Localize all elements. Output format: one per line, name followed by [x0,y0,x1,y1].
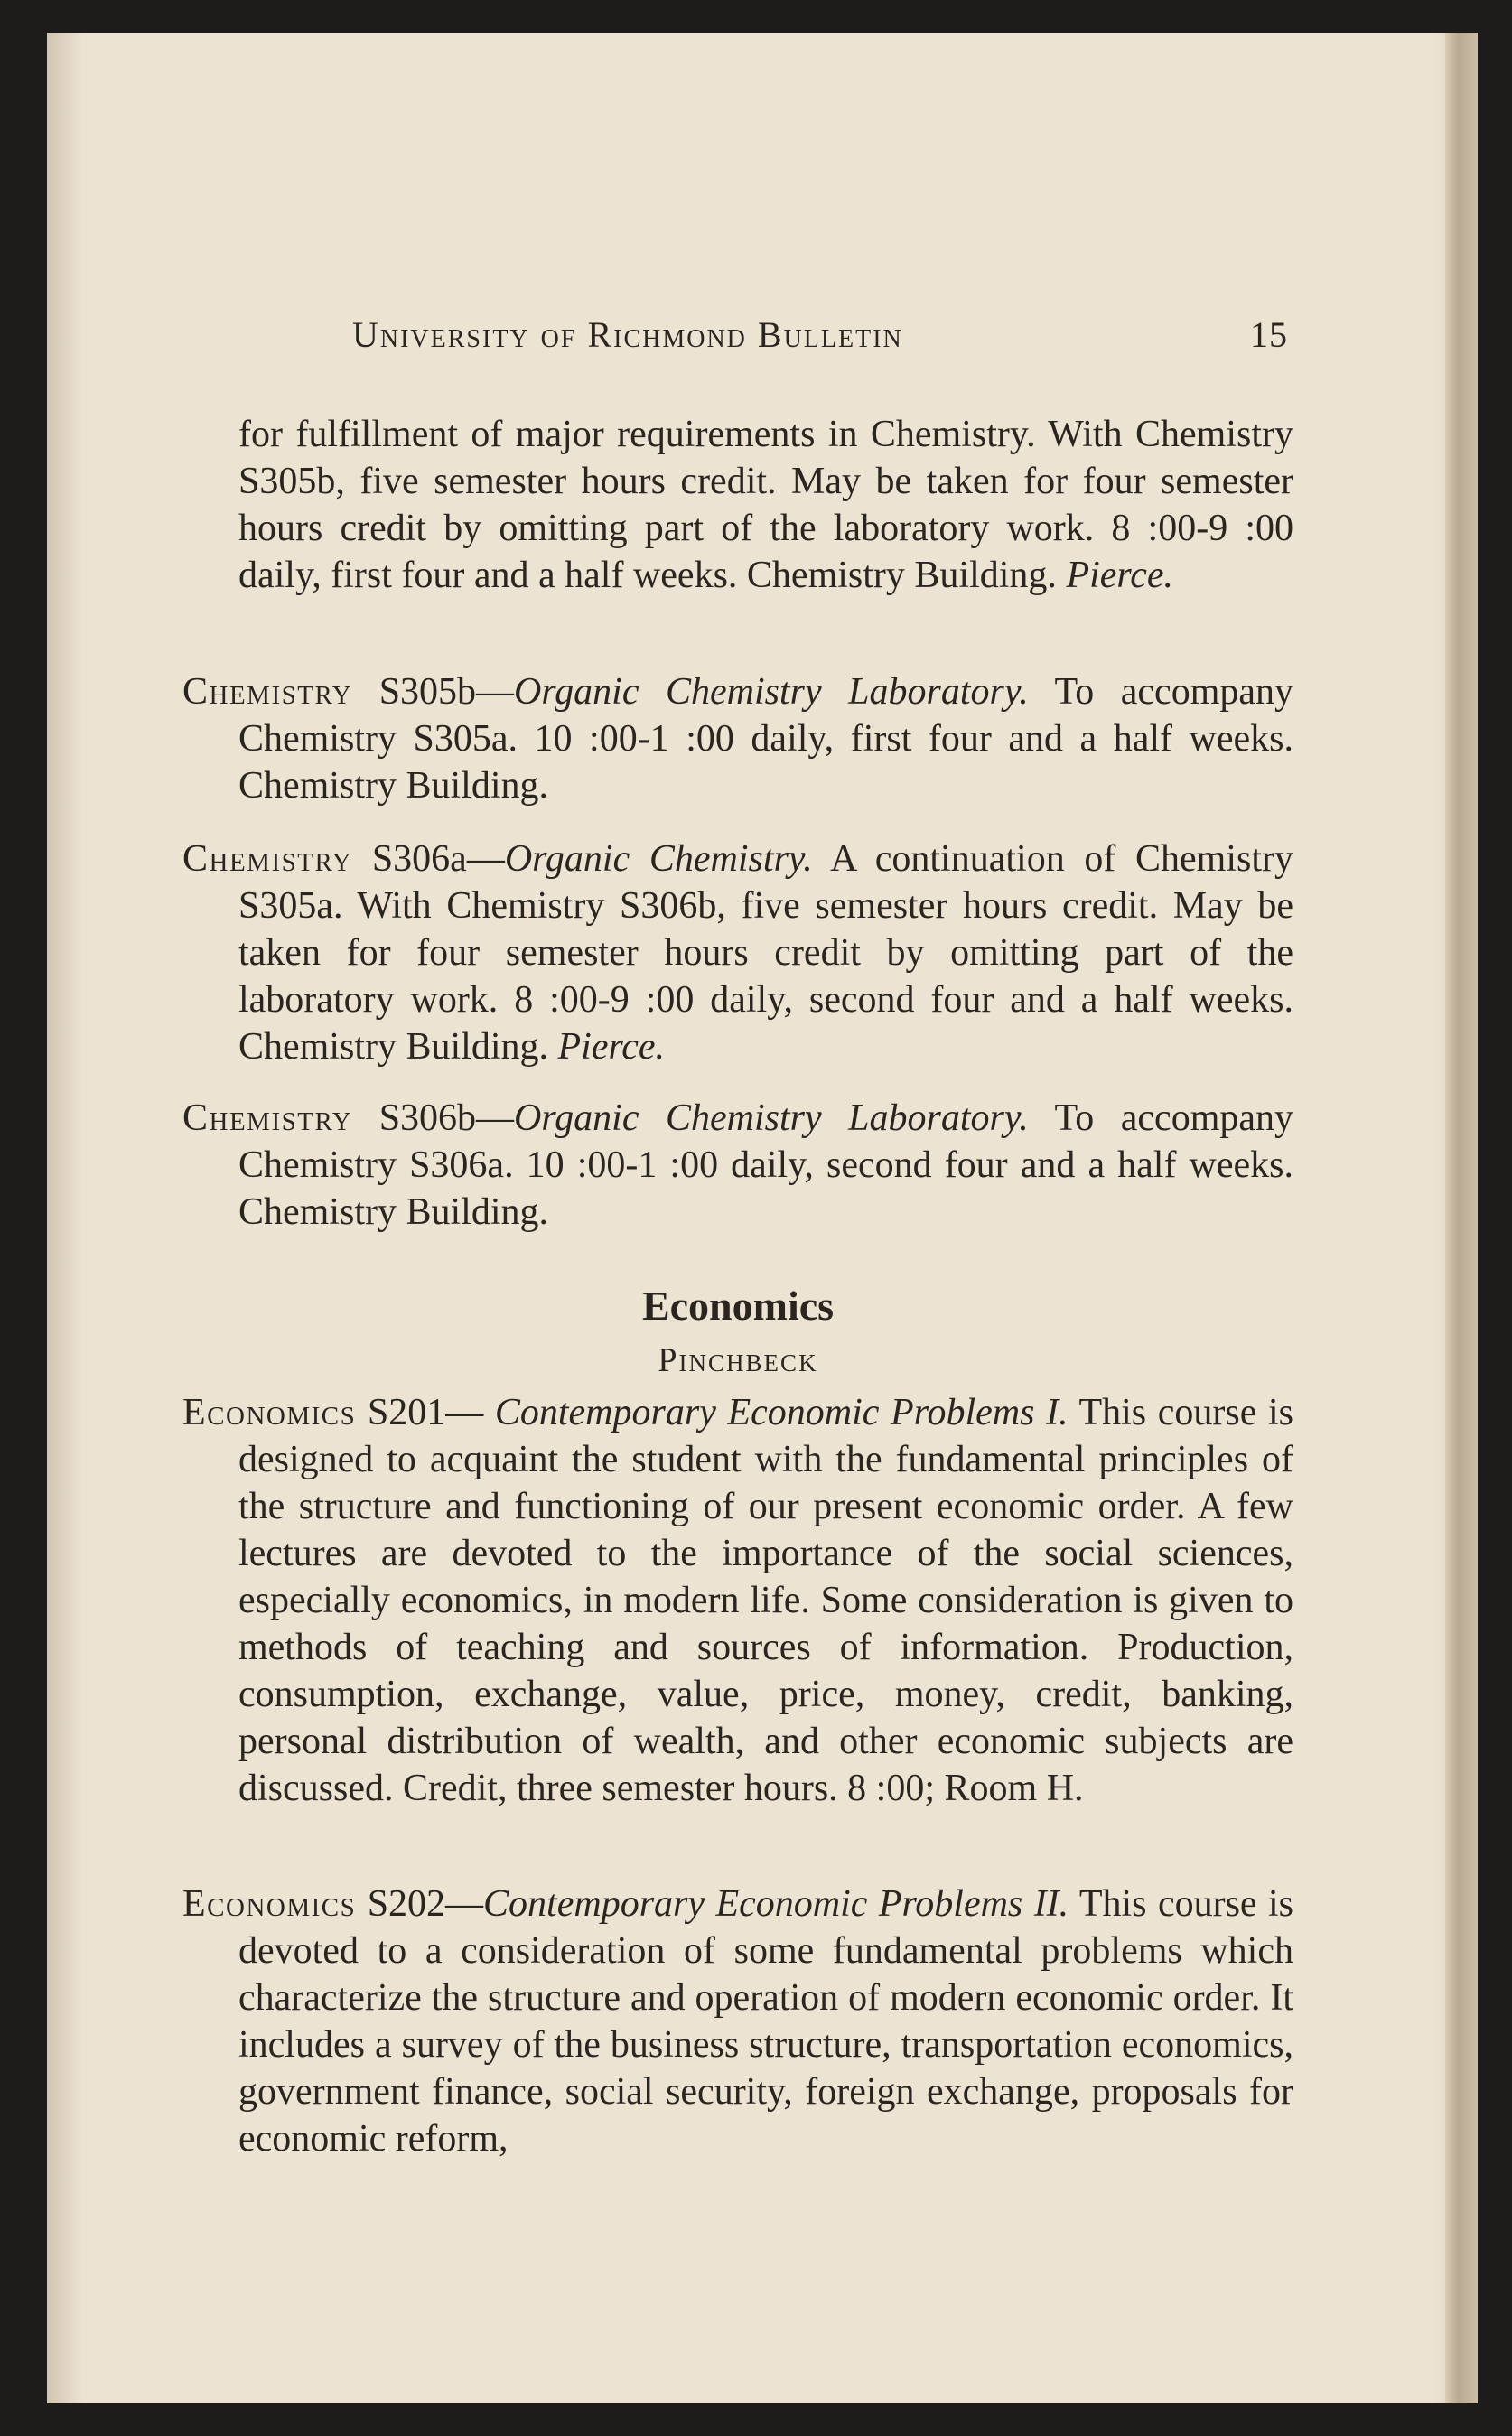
entry-title: Organic Chemistry Laboratory. [514,671,1029,713]
header-title: University of Richmond Bulletin [352,314,903,355]
entry-body: To accompany Chemistry S305a. 10 :00-1 :00 daily, first four and a half weeks. Chemistry Building. [238,671,1294,807]
entry-dept: Chemistry [182,838,353,880]
entry-dept: Chemistry [182,1097,353,1139]
entry-body: This course is devoted to a consideration of some fundamental problems which characterize the structure and operation of modern economic order. It includes a survey of the business structure, transportation economics, government finance, social security, foreign exchange, proposals for economic reform, [238,1883,1294,2160]
entry-body: for fulfillment of major requirements in Chemistry. With Chemistry S305b, five semester hours credit. May be taken for four semester hours credit by omitting part of the laboratory work. 8 :00-9 :00 daily, first four and a half weeks. Chemistry Building. [238,414,1293,596]
entry-number: S306b— [378,1097,515,1139]
entry-number: S202— [367,1883,484,1925]
section-heading: Economics [641,1283,835,1329]
course-entry [182,835,1293,1070]
entry-dept: Economics [182,1392,357,1433]
entry-body: This course is designed to acquaint the student with the fundamental principles of the structure and functioning of our present economic order. A few lectures are devoted to the importance of the social sciences, especially economics, in modern life. Some consideration is given to methods of teaching and sources of information. Production, consumption, exchange, value, price, money, credit, banking, personal distribution of wealth, and other economic subjects are discussed. Credit, three semester hours. 8 :00; Room H. [238,1392,1293,1809]
entry-instructor: Pierce. [1066,555,1173,596]
page-number: 15 [1250,314,1288,355]
entry-dept: Chemistry [182,671,353,713]
entry-body: To accompany Chemistry S306a. 10 :00-1 :00 daily, second four and a half weeks. Chemistry Building. [238,1097,1294,1233]
course-entry-continuation [182,411,1293,599]
entry-number: S201— [367,1392,495,1433]
course-entry [182,1389,1293,1812]
entry-title: Contemporary Economic Problems I. [494,1392,1069,1433]
entry-instructor: Pierce. [557,1026,666,1068]
entry-title: Organic Chemistry. [504,838,813,880]
course-entry [182,1881,1293,2162]
page-edge [1445,33,1478,2403]
section-instructor: Pinchbeck [658,1341,818,1379]
course-entry [182,668,1293,809]
entry-title: Contemporary Economic Problems II. [483,1883,1069,1925]
entry-body: A continuation of Chemistry S305a. With Chemistry S306b, five semester hours credit. May be taken for four semester hours credit by omitting part of the laboratory work. 8 :00-9 :00 daily, second four and a half weeks. Chemistry Building. [238,838,1293,1068]
entry-number: S306a— [371,838,505,880]
entry-number: S305b— [378,671,515,713]
entry-title: Organic Chemistry Laboratory. [514,1097,1029,1139]
course-entry [182,1095,1293,1236]
entry-dept: Economics [182,1883,357,1925]
